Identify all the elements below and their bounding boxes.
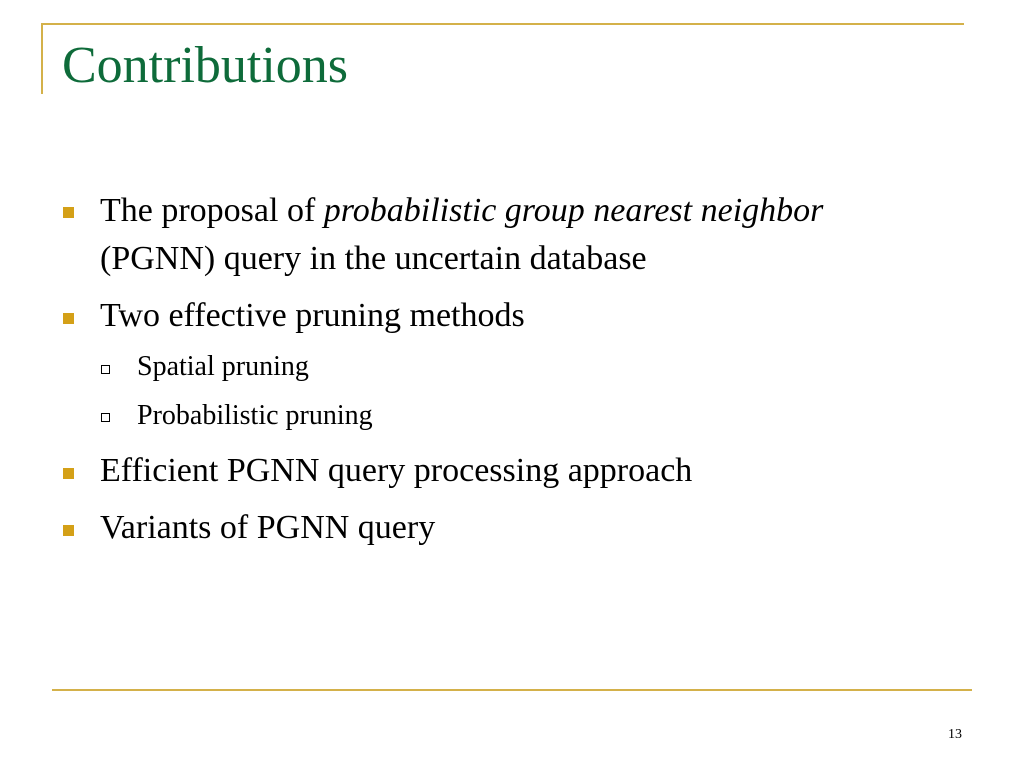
sub-bullet-probabilistic: Probabilistic pruning [137,400,373,431]
bullet-item-3: Efficient PGNN query processing approach [100,452,693,489]
square-bullet-icon [63,525,74,536]
square-bullet-icon [63,313,74,324]
bullet-item-1-line-1 [100,187,823,235]
bullet-item-1-italic: probabilistic group nearest neighbor [323,192,824,229]
bottom-rule [52,689,972,691]
hollow-square-bullet-icon [101,365,110,374]
page-number: 13 [948,727,962,742]
bullet-item-1-line-2: (PGNN) query in the uncertain database [100,240,647,277]
left-frame-rule [41,23,43,94]
bullet-item-4: Variants of PGNN query [100,509,436,546]
top-frame-rule [41,23,964,25]
slide-title: Contributions [62,37,349,94]
bullet-item-2: Two effective pruning methods [100,297,525,334]
square-bullet-icon [63,468,74,479]
bullet-item-1-prefix: The proposal of [100,192,324,229]
sub-bullet-spatial: Spatial pruning [137,351,309,382]
square-bullet-icon [63,207,74,218]
hollow-square-bullet-icon [101,413,110,422]
